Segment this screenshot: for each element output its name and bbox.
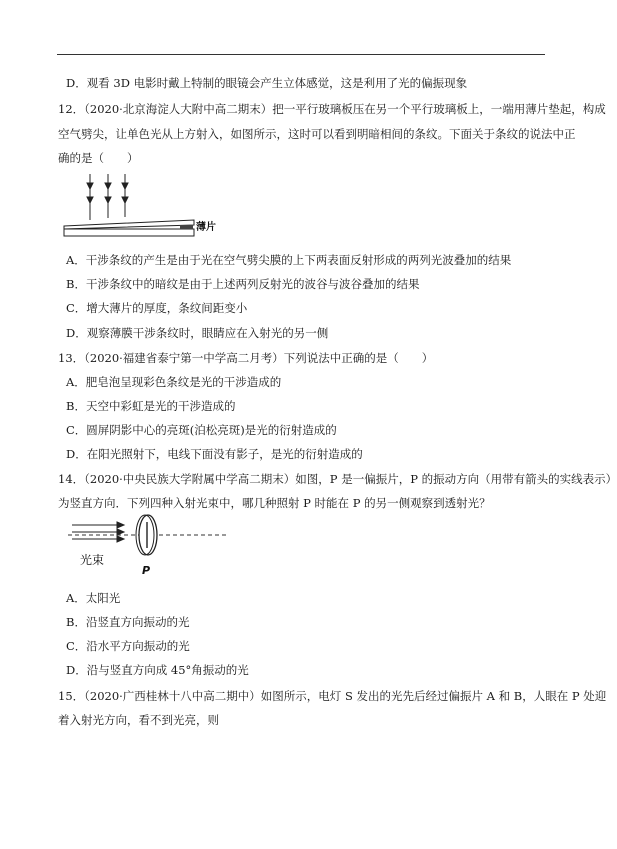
q14-stem-line2: 为竖直方向．下列四种入射光束中，哪几种照射 P 时能在 P 的另一侧观察到透射光？ xyxy=(58,496,491,510)
q12-option-c: C．增大薄片的厚度，条纹间距变小 xyxy=(66,301,248,315)
q13-option-d: D．在阳光照射下，电线下面没有影子，是光的衍射造成的 xyxy=(66,447,363,461)
polarizer-figure xyxy=(68,514,228,578)
q14-option-b: B．沿竖直方向振动的光 xyxy=(66,615,190,629)
q13-option-c: C．圆屏阴影中心的亮斑(泊松亮斑)是光的衍射造成的 xyxy=(66,423,337,437)
q13-option-b: B．天空中彩虹是光的干涉造成的 xyxy=(66,399,236,413)
q12-option-d: D．观察薄膜干涉条纹时，眼睛应在入射光的另一侧 xyxy=(66,326,329,340)
q15-stem-line1: 15．（2020·广西桂林十八中高二期中）如图所示，电灯 S 发出的光先后经过偏振片 A 和 B，人眼在 P 处迎 xyxy=(58,689,607,703)
q14-option-a: A．太阳光 xyxy=(66,591,121,605)
polarizer-p-label: P xyxy=(142,564,151,577)
q12-stem-line3: 确的是（ ） xyxy=(58,151,139,165)
q12-stem-line2: 空气劈尖，让单色光从上方射入，如图所示，这时可以看到明暗相间的条纹。下面关于条纹的说法中正 xyxy=(58,127,576,141)
q11-option-d: D．观看 3D 电影时戴上特制的眼镜会产生立体感觉，这是利用了光的偏振现象 xyxy=(66,76,468,90)
q15-stem-line2: 着入射光方向，看不到光亮，则 xyxy=(58,713,219,727)
beam-label: 光束 xyxy=(80,553,105,567)
q12-option-b: B．干涉条纹中的暗纹是由于上述两列反射光的波谷与波谷叠加的结果 xyxy=(66,277,420,291)
header-rule xyxy=(57,54,545,55)
air-wedge-figure xyxy=(62,170,216,244)
q14-option-c: C．沿水平方向振动的光 xyxy=(66,639,190,653)
q12-option-a: A．干涉条纹的产生是由于光在空气劈尖膜的上下两表面反射形成的两列光波叠加的结果 xyxy=(66,253,512,267)
q13-stem: 13．（2020·福建省泰宁第一中学高二月考）下列说法中正确的是（ ） xyxy=(58,351,434,365)
q14-option-d: D．沿与竖直方向成 45°角振动的光 xyxy=(66,663,249,677)
q12-stem-line1: 12．（2020·北京海淀人大附中高二期末）把一平行玻璃板压在另一个平行玻璃板上，一端用薄片垫起，构成 xyxy=(58,102,606,116)
q13-option-a: A．肥皂泡呈现彩色条纹是光的干涉造成的 xyxy=(66,375,282,389)
q14-stem-line1: 14．（2020·中央民族大学附属中学高二期末）如图，P 是一偏振片，P 的振动方向（用带有箭头的实线表示） xyxy=(58,472,617,486)
shim-label: 薄片 xyxy=(196,222,216,233)
